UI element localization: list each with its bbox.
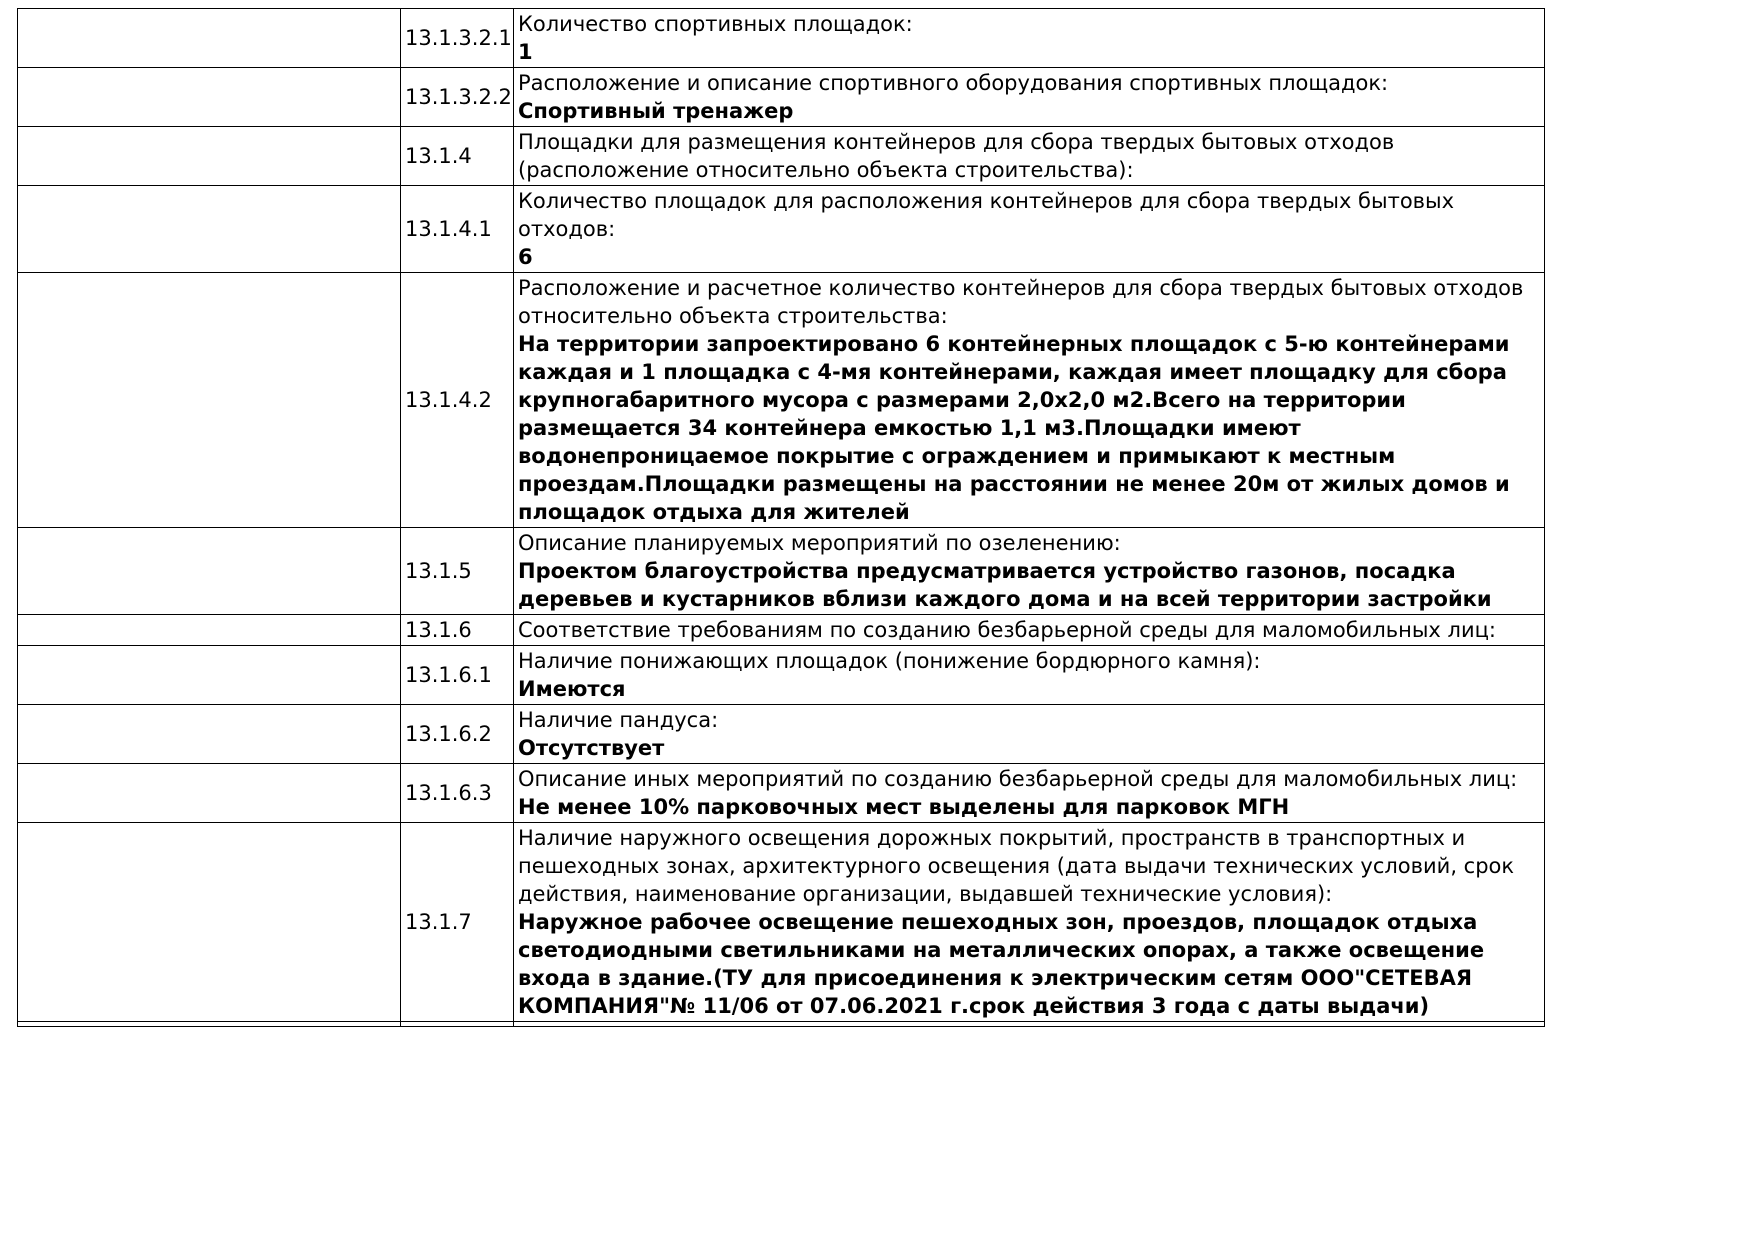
row-value: Спортивный тренажер [518, 99, 794, 123]
table-row [18, 186, 1545, 273]
table-body [18, 9, 1545, 1022]
partial-next-row [18, 1022, 1545, 1027]
table-row [18, 9, 1545, 68]
row-code: 13.1.4.1 [401, 186, 514, 273]
row-content [514, 615, 1545, 646]
row-label: Наличие пандуса: [518, 708, 719, 732]
row-value: Не менее 10% парковочных мест выделены для парковок МГН [518, 795, 1290, 819]
table-row [18, 68, 1545, 127]
empty-cell [514, 1022, 1545, 1027]
row-left-empty-cell [18, 528, 401, 615]
row-code: 13.1.4.2 [401, 273, 514, 528]
row-label: Расположение и расчетное количество контейнеров для сбора твердых бытовых отходов относительно объекта строительства: [518, 276, 1524, 328]
row-content [514, 646, 1545, 705]
row-value: Отсутствует [518, 736, 665, 760]
row-content [514, 273, 1545, 528]
row-label: Описание планируемых мероприятий по озеленению: [518, 531, 1121, 555]
row-code: 13.1.4 [401, 127, 514, 186]
row-left-empty-cell [18, 127, 401, 186]
table-row [18, 273, 1545, 528]
row-left-empty-cell [18, 764, 401, 823]
table-row [18, 528, 1545, 615]
row-label: Наличие понижающих площадок (понижение бордюрного камня): [518, 649, 1261, 673]
row-label: Площадки для размещения контейнеров для сбора твердых бытовых отходов (расположение относительно объекта строительства): [518, 130, 1395, 182]
row-content [514, 186, 1545, 273]
row-value: Имеются [518, 677, 626, 701]
row-left-empty-cell [18, 273, 401, 528]
row-code: 13.1.3.2.2 [401, 68, 514, 127]
row-left-empty-cell [18, 68, 401, 127]
row-left-empty-cell [18, 705, 401, 764]
row-content [514, 823, 1545, 1022]
row-content [514, 127, 1545, 186]
row-label: Соответствие требованиям по созданию безбарьерной среды для маломобильных лиц: [518, 618, 1496, 642]
row-label: Описание иных мероприятий по созданию безбарьерной среды для маломобильных лиц: [518, 767, 1518, 791]
empty-cell [401, 1022, 514, 1027]
row-left-empty-cell [18, 186, 401, 273]
row-value: Проектом благоустройства предусматривается устройство газонов, посадка деревьев и кустарников вблизи каждого дома и на всей территории застройки [518, 559, 1492, 611]
row-content [514, 528, 1545, 615]
row-content [514, 9, 1545, 68]
table-row [18, 646, 1545, 705]
row-value: На территории запроектировано 6 контейнерных площадок с 5-ю контейнерами каждая и 1 площадка с 4-мя контейнерами, каждая имеет площадку для сбора крупногабаритного мусора с размерами 2,0х2,0 м2.Всего на территории размещается 34 контейнера емкостью 1,1 м3.Площадки имеют водонепроницаемое покрытие с ограждением и примыкают к местным проездам.Площадки размещены на расстоянии не менее 20м от жилых домов и площадок отдыха для жителей [518, 332, 1510, 524]
row-code: 13.1.6.1 [401, 646, 514, 705]
table-row [18, 127, 1545, 186]
table-row [18, 764, 1545, 823]
row-left-empty-cell [18, 646, 401, 705]
declaration-table [17, 8, 1545, 1027]
row-label: Количество спортивных площадок: [518, 12, 913, 36]
row-code: 13.1.6.2 [401, 705, 514, 764]
row-code: 13.1.3.2.1 [401, 9, 514, 68]
table-row [18, 823, 1545, 1022]
row-code: 13.1.5 [401, 528, 514, 615]
row-code: 13.1.7 [401, 823, 514, 1022]
row-content [514, 764, 1545, 823]
row-value: 1 [518, 40, 533, 64]
row-left-empty-cell [18, 9, 401, 68]
row-value: Наружное рабочее освещение пешеходных зон, проездов, площадок отдыха светодиодными светильниками на металлических опорах, а также освещение входа в здание.(ТУ для присоединения к электрическим сетям ООО"СЕТЕВАЯ КОМПАНИЯ"№ 11/06 от 07.06.2021 г.срок действия 3 года с даты выдачи) [518, 910, 1485, 1018]
row-value: 6 [518, 245, 533, 269]
row-label: Наличие наружного освещения дорожных покрытий, пространств в транспортных и пешеходных зонах, архитектурного освещения (дата выдачи технических условий, срок действия, наименование организации, выдавшей технические условия): [518, 826, 1515, 906]
row-code: 13.1.6 [401, 615, 514, 646]
row-code: 13.1.6.3 [401, 764, 514, 823]
table-row [18, 705, 1545, 764]
row-label: Количество площадок для расположения контейнеров для сбора твердых бытовых отходов: [518, 189, 1455, 241]
row-label: Расположение и описание спортивного оборудования спортивных площадок: [518, 71, 1389, 95]
row-content [514, 68, 1545, 127]
empty-cell [18, 1022, 401, 1027]
table-row [18, 615, 1545, 646]
row-left-empty-cell [18, 823, 401, 1022]
row-content [514, 705, 1545, 764]
row-left-empty-cell [18, 615, 401, 646]
